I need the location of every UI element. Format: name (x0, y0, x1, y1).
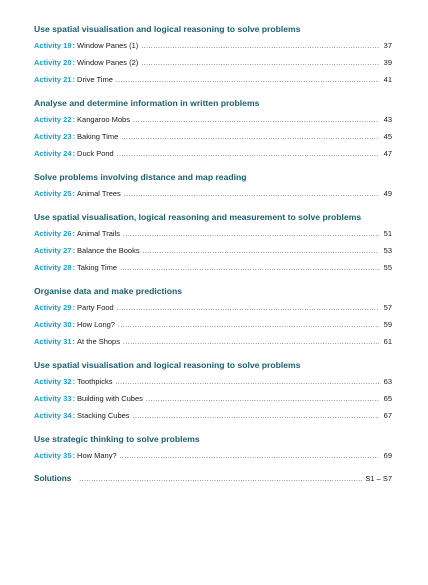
dot-leader (115, 378, 379, 388)
activity-separator: : (72, 115, 76, 124)
solutions-entry[interactable] (34, 474, 392, 485)
activity-title: Toothpicks (77, 377, 113, 386)
dot-leader (141, 59, 379, 69)
table-of-contents (34, 24, 392, 485)
activity-label: Activity 23 (34, 132, 72, 141)
section-heading: Use spatial visualisation, logical reasoning and measurement to solve problems (34, 212, 362, 222)
section-heading: Organise data and make predictions (34, 286, 183, 296)
activity-label: Activity 35 (34, 451, 72, 460)
toc-section (34, 434, 392, 462)
toc-entry[interactable] (34, 149, 392, 160)
activity-label: Activity 30 (34, 320, 72, 329)
activity-separator: : (72, 189, 76, 198)
toc-section (34, 360, 392, 422)
activity-title: Window Panes (2) (77, 58, 139, 67)
dot-leader (124, 190, 379, 200)
section-heading: Use strategic thinking to solve problems (34, 434, 200, 444)
page-number: 41 (383, 75, 392, 84)
dot-leader (120, 264, 379, 274)
activity-separator: : (72, 263, 76, 272)
activity-title: Kangaroo Mobs (77, 115, 130, 124)
activity-label: Activity 27 (34, 246, 72, 255)
activity-separator: : (72, 394, 76, 403)
dot-leader (79, 475, 363, 485)
dot-leader (143, 247, 379, 257)
activity-label: Activity 29 (34, 303, 72, 312)
toc-entry[interactable] (34, 115, 392, 126)
section-heading: Analyse and determine information in written problems (34, 98, 260, 108)
activity-title: Building with Cubes (77, 394, 143, 403)
page-number: 55 (383, 263, 392, 272)
activity-separator: : (72, 41, 76, 50)
activity-title: Animal Trails (77, 229, 120, 238)
dot-leader (118, 321, 379, 331)
dot-leader (146, 395, 379, 405)
activity-separator: : (72, 411, 76, 420)
toc-entry[interactable] (34, 451, 392, 462)
activity-label: Activity 20 (34, 58, 72, 67)
page-number: 53 (383, 246, 392, 255)
activity-separator: : (72, 377, 76, 386)
activity-separator: : (72, 451, 76, 460)
toc-entry[interactable] (34, 75, 392, 86)
toc-entry[interactable] (34, 189, 392, 200)
page-number: 65 (383, 394, 392, 403)
page-number: 47 (383, 149, 392, 158)
activity-label: Activity 28 (34, 263, 72, 272)
activity-separator: : (72, 75, 76, 84)
activity-label: Activity 33 (34, 394, 72, 403)
dot-leader (120, 452, 379, 462)
dot-leader (117, 304, 379, 314)
activity-label: Activity 32 (34, 377, 72, 386)
toc-entry[interactable] (34, 132, 392, 143)
solutions-page-range: S1 – S7 (365, 474, 392, 483)
dot-leader (116, 76, 379, 86)
page-number: 39 (383, 58, 392, 67)
toc-entry[interactable] (34, 303, 392, 314)
page-number: 37 (383, 41, 392, 50)
solutions-label: Solutions (34, 474, 72, 483)
activity-separator: : (72, 149, 76, 158)
toc-entry[interactable] (34, 394, 392, 405)
activity-separator: : (72, 320, 76, 329)
activity-title: Baking Time (77, 132, 119, 141)
activity-separator: : (72, 246, 76, 255)
activity-label: Activity 26 (34, 229, 72, 238)
page-number: 57 (383, 303, 392, 312)
activity-separator: : (72, 229, 76, 238)
dot-leader (121, 133, 379, 143)
toc-entry[interactable] (34, 58, 392, 69)
activity-title: Party Food (77, 303, 114, 312)
toc-entry[interactable] (34, 229, 392, 240)
toc-entry[interactable] (34, 337, 392, 348)
activity-title: How Many? (77, 451, 117, 460)
activity-title: At the Shops (77, 337, 120, 346)
toc-section (34, 172, 392, 200)
dot-leader (117, 150, 379, 160)
activity-label: Activity 22 (34, 115, 72, 124)
dot-leader (123, 338, 379, 348)
activity-label: Activity 31 (34, 337, 72, 346)
activity-separator: : (72, 303, 76, 312)
page-number: 63 (383, 377, 392, 386)
activity-title: Duck Pond (77, 149, 114, 158)
activity-title: Animal Trees (77, 189, 121, 198)
activity-separator: : (72, 132, 76, 141)
activity-title: Stacking Cubes (77, 411, 130, 420)
activity-title: Window Panes (1) (77, 41, 139, 50)
activity-label: Activity 34 (34, 411, 72, 420)
section-heading: Use spatial visualisation and logical reasoning to solve problems (34, 24, 301, 34)
toc-section (34, 24, 392, 86)
activity-title: How Long? (77, 320, 115, 329)
page-number: 59 (383, 320, 392, 329)
dot-leader (133, 116, 379, 126)
section-heading: Use spatial visualisation and logical reasoning to solve problems (34, 360, 301, 370)
toc-entry[interactable] (34, 411, 392, 422)
page-number: 49 (383, 189, 392, 198)
page-number: 61 (383, 337, 392, 346)
toc-entry[interactable] (34, 320, 392, 331)
dot-leader (123, 230, 379, 240)
activity-label: Activity 19 (34, 41, 72, 50)
section-heading: Solve problems involving distance and map reading (34, 172, 247, 182)
activity-label: Activity 24 (34, 149, 72, 158)
toc-section (34, 98, 392, 160)
toc-entry[interactable] (34, 377, 392, 388)
activity-label: Activity 25 (34, 189, 72, 198)
page-number: 43 (383, 115, 392, 124)
activity-title: Taking Time (77, 263, 118, 272)
toc-entry[interactable] (34, 246, 392, 257)
toc-entry[interactable] (34, 263, 392, 274)
page-number: 51 (383, 229, 392, 238)
activity-separator: : (72, 337, 76, 346)
activity-title: Drive Time (77, 75, 113, 84)
page-number: 67 (383, 411, 392, 420)
page-number: 69 (383, 451, 392, 460)
page-number: 45 (383, 132, 392, 141)
toc-section (34, 212, 392, 274)
activity-separator: : (72, 58, 76, 67)
toc-entry[interactable] (34, 41, 392, 52)
dot-leader (141, 42, 379, 52)
dot-leader (133, 412, 379, 422)
activity-title: Balance the Books (77, 246, 140, 255)
toc-section (34, 286, 392, 348)
activity-label: Activity 21 (34, 75, 72, 84)
